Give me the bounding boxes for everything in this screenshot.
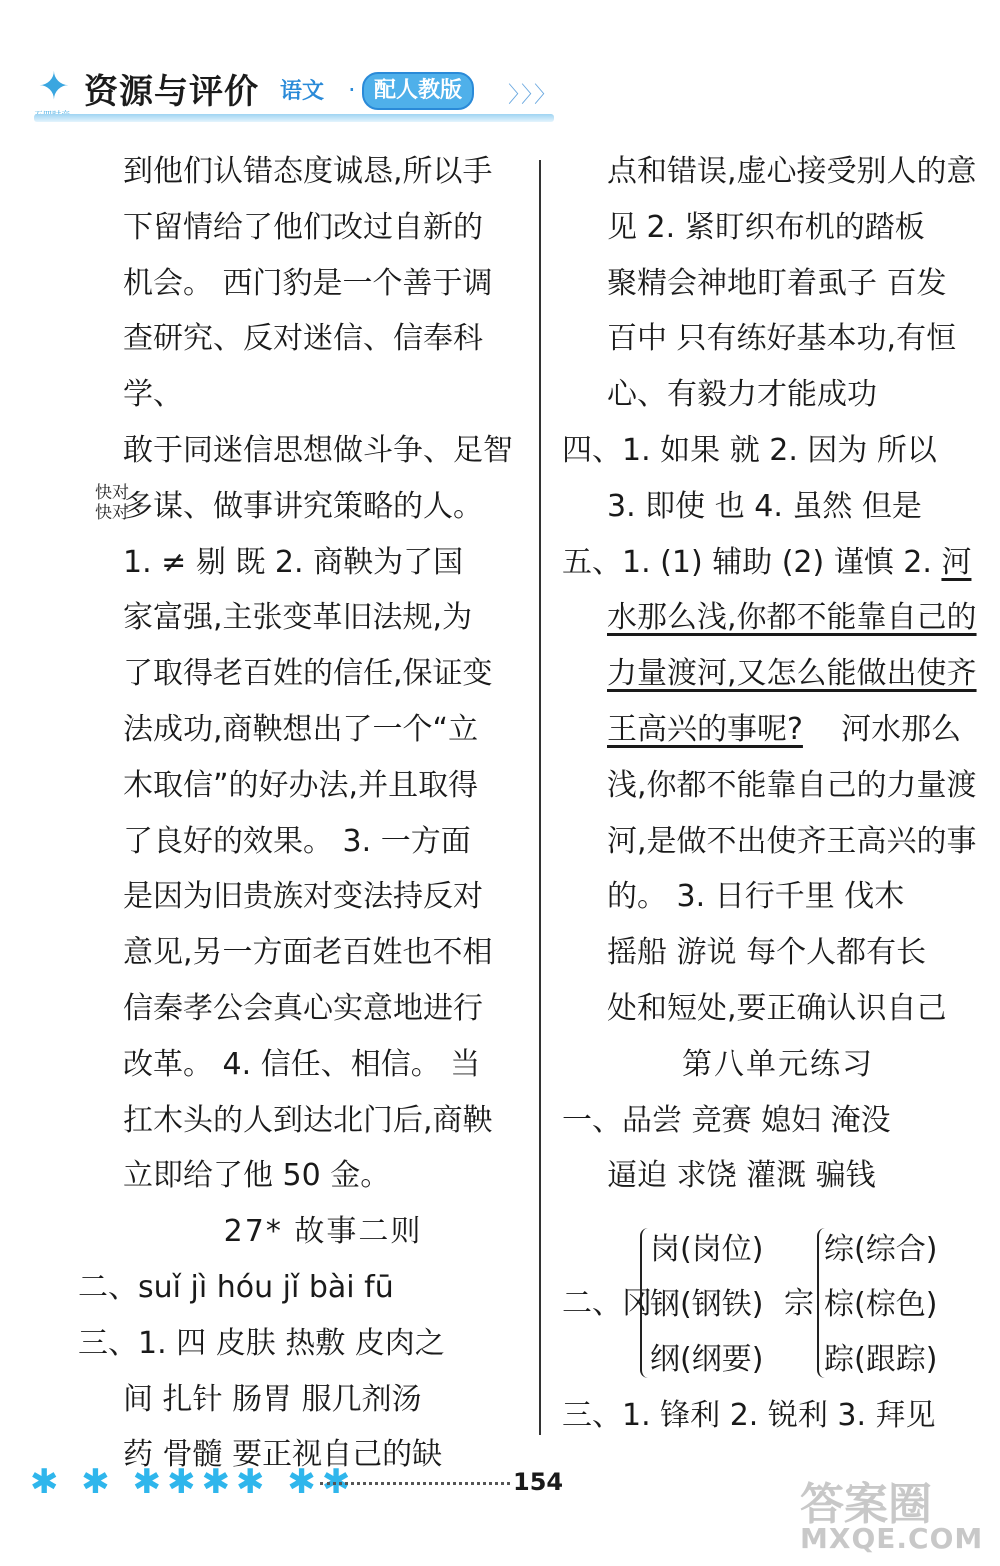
column-divider: [539, 160, 541, 1435]
left-paragraph-1: [78, 144, 528, 535]
group-mid-char: 宗: [784, 1286, 814, 1321]
text-line: [607, 702, 994, 758]
text-line: 立即给了他 50 金。: [123, 1158, 391, 1194]
text-line: 间 扎针 肠胃 服几剂汤: [123, 1381, 422, 1417]
group-item: 棕(棕色): [824, 1287, 938, 1322]
star-logo-icon: ✦: [38, 64, 70, 108]
page-header: [30, 58, 570, 124]
character-group: [562, 1222, 992, 1392]
left-column: [78, 144, 528, 1483]
text-line: 二、suǐ jì hóu jǐ bài fū: [78, 1269, 394, 1305]
text-line: 百中 只有练好基本功,有恒: [607, 321, 957, 357]
text-line: 敢于同迷信思想做斗争、足智: [123, 432, 513, 468]
unit-title: 第八单元练习: [682, 1046, 874, 1082]
watermark-logo: 答案圈: [800, 1479, 932, 1530]
dotted-leader: [320, 1482, 510, 1485]
side-annotation: 快对 快对: [95, 483, 129, 523]
text-line: 摇船 游说 每个人都有长: [607, 935, 927, 971]
underlined-text: 河: [941, 544, 972, 580]
text-line: 是因为旧贵族对变法持反对: [123, 879, 483, 915]
separator-dot: ·: [348, 76, 356, 104]
wu-prefix: 五、1. (1) 辅助 (2) 谨慎 2.: [562, 544, 942, 580]
text-line: 聚精会神地盯着虱子 百发: [607, 265, 947, 301]
group-item: 纲(纲要): [650, 1342, 764, 1377]
text-line: 三、1. 四 皮肤 热敷 皮肉之: [78, 1325, 445, 1361]
text-line: 1. ≠ 剔 既 2. 商鞅为了国: [123, 544, 464, 580]
group-label: 二、冈: [562, 1286, 652, 1321]
text-line: 心、有毅力才能成功: [607, 377, 877, 413]
group-list-1: [650, 1222, 763, 1387]
text-line: 药 骨髓 要正视自己的缺: [123, 1437, 443, 1473]
text-line: 多谋、做事讲究策略的人。: [123, 488, 483, 524]
text-line: [562, 535, 994, 591]
text-line: 逼迫 求饶 灌溉 骗钱: [607, 1158, 876, 1194]
edition-badge: 配人教版: [362, 72, 474, 110]
header-underline: [34, 114, 554, 122]
text-line: 了取得老百姓的信任,保证变: [123, 656, 493, 692]
text-line: 3. 即使 也 4. 虽然 但是: [607, 488, 922, 524]
text-line: 机会。 西门豹是一个善于调: [123, 265, 493, 301]
brand-title: 资源与评价: [84, 72, 259, 112]
right-paragraph-1: [562, 144, 994, 423]
text-line: 了良好的效果。 3. 一方面: [123, 823, 471, 859]
subject-label: 语文: [280, 79, 325, 104]
left-paragraph-2: [78, 535, 528, 1205]
text-line: 点和错误,虚心接受别人的意: [607, 154, 977, 189]
text-line: 三、1. 锋利 2. 锐利 3. 拜见: [562, 1398, 936, 1433]
text-line: 下留情给了他们改过自新的: [123, 209, 483, 245]
wu-after: 河水那么: [802, 711, 962, 747]
text-line: 见 2. 紧盯织布机的踏板: [607, 209, 925, 245]
group-item: 钢(钢铁): [650, 1287, 764, 1322]
text-line: 四、1. 如果 就 2. 因为 所以: [562, 432, 937, 468]
right-column: [562, 144, 994, 1204]
group-list-2: [824, 1222, 937, 1387]
text-line: 一、品尝 竞赛 媳妇 淹没: [562, 1102, 891, 1138]
text-line: 河,是做不出使齐王高兴的事: [607, 823, 977, 859]
chevron-right-icon: 〉〉〉: [508, 83, 559, 108]
text-line: 浅,你都不能靠自己的力量渡: [607, 767, 977, 803]
text-line: 法成功,商鞅想出了一个“立: [123, 711, 479, 747]
right-paragraph-2: [562, 590, 994, 1036]
text-line: 到他们认错态度诚恳,所以手: [123, 154, 493, 189]
text-line: 处和短处,要正确认识自己: [607, 990, 947, 1026]
underlined-text: 王高兴的事呢?: [607, 711, 803, 747]
underlined-line: 水那么浅,你都不能靠自己的: [607, 600, 977, 636]
page-number: 154: [513, 1468, 564, 1496]
text-line: 木取信”的好办法,并且取得: [123, 767, 479, 803]
text-line: 改革。 4. 信任、相信。 当: [123, 1046, 481, 1082]
text-line: 的。 3. 日行千里 伐木: [607, 879, 905, 915]
group-item: 岗(岗位): [650, 1232, 764, 1267]
underlined-line: 力量渡河,又怎么能做出使齐: [607, 656, 977, 692]
group-item: 踪(跟踪): [824, 1342, 938, 1377]
right-last-line: [562, 1388, 994, 1444]
publisher-logo: [34, 66, 78, 120]
star-decoration-icon: ✱ ✱ ✱✱✱✱ ✱✱: [30, 1462, 357, 1502]
text-line: 查研究、反对迷信、信奉科学、: [123, 321, 483, 413]
text-line: 家富强,主张变革旧法规,为: [123, 600, 473, 636]
group-item: 综(综合): [824, 1232, 938, 1267]
watermark-url: MXQE.COM: [800, 1522, 984, 1555]
text-line: 信秦孝公会真心实意地进行: [123, 990, 483, 1026]
section-title: 27* 故事二则: [223, 1214, 423, 1250]
text-line: 扛木头的人到达北门后,商鞅: [123, 1102, 493, 1138]
text-line: 意见,另一方面老百姓也不相: [123, 935, 493, 971]
